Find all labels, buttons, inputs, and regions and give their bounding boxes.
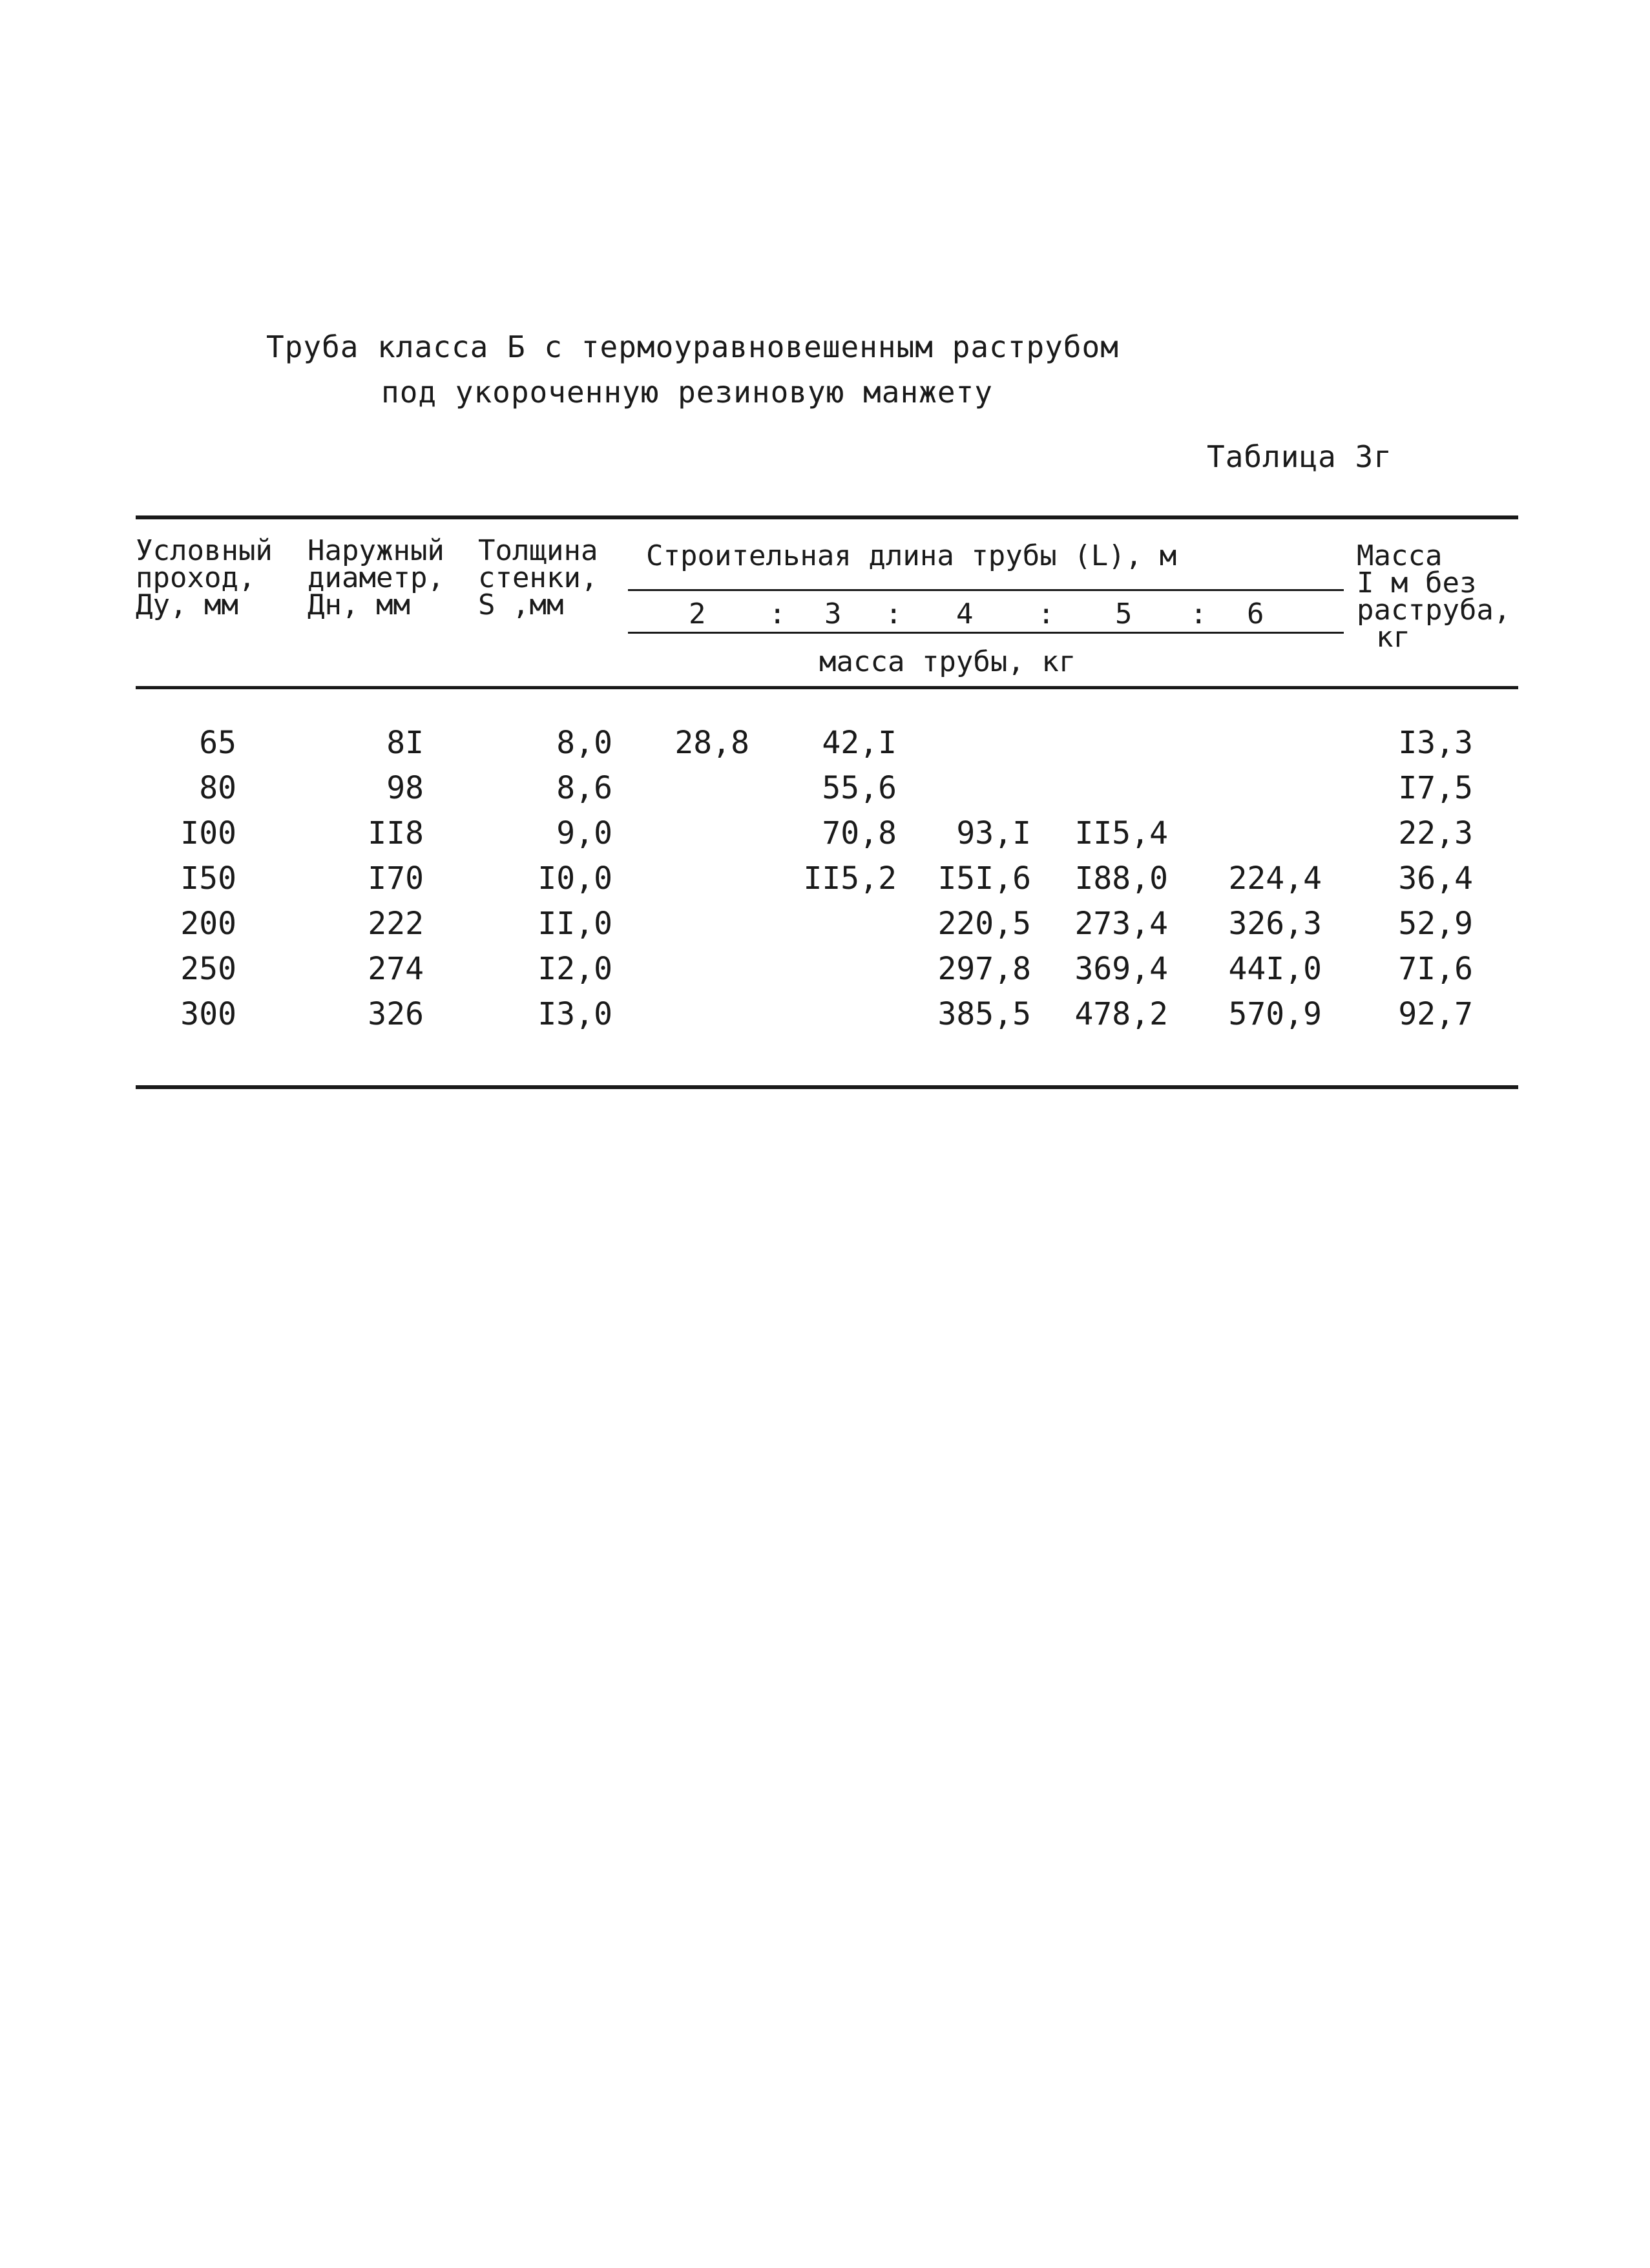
table-bottom-rule [136,1085,1518,1089]
header-pipe-mass: масса трубы, кг [819,645,1076,678]
table-cell: II5,2 [803,860,897,897]
table-cell: I0,0 [538,860,612,897]
table-cell: 9,0 [556,815,612,851]
header-wall-thickness [478,534,598,621]
table-label: Таблица 3г [1207,439,1392,474]
header-construction-length: Строительная длина трубы (L), м [646,539,1177,572]
table-cell: 70,8 [822,815,897,851]
header-nominal-bore-line-1: Условный [136,534,273,567]
title-line-1: Труба класса Б с термоуравновешенным раструбом [266,329,1119,364]
table-cell: I88,0 [1074,860,1168,897]
table-cell: 44I,0 [1228,951,1322,987]
table-cell: 65 [199,725,236,761]
table-cell: 8,6 [556,770,612,806]
table-cell: I50 [180,860,236,897]
table-cell: 369,4 [1074,951,1168,987]
table-cell: 300 [180,996,236,1032]
length-3: 3 [824,598,842,630]
length-separator-4: : [1190,598,1207,630]
header-wall-thickness-line-1: Толщина [478,534,598,567]
table-cell: I7,5 [1398,770,1473,806]
table-cell: II8 [368,815,424,851]
header-mass-per-metre-line-4: кг [1376,621,1410,654]
table-cell: I00 [180,815,236,851]
table-cell: 274 [368,951,424,987]
header-outer-diameter-line-2: диаметр, [308,561,444,594]
table-cell: 326 [368,996,424,1032]
length-separator-2: : [885,598,903,630]
table-cell: 222 [368,906,424,942]
table-cell: 36,4 [1398,860,1473,897]
table-cell: 28,8 [674,725,749,761]
header-nominal-bore [136,534,273,621]
table-top-rule [136,515,1518,519]
length-group-rule [628,589,1344,591]
table-cell: 52,9 [1398,906,1473,942]
table-cell: 326,3 [1228,906,1322,942]
table-cell: 98 [386,770,424,806]
length-separator-3: : [1038,598,1055,630]
table-cell: 22,3 [1398,815,1473,851]
header-nominal-bore-line-2: проход, [136,561,256,594]
header-outer-diameter-line-3: Дн, мм [308,588,410,621]
table-cell: 200 [180,906,236,942]
table-cell: 224,4 [1228,860,1322,897]
table-cell: 220,5 [937,906,1031,942]
length-4: 4 [956,598,974,630]
length-6: 6 [1247,598,1264,630]
title-line-2: под укороченную резиновую манжету [381,375,993,410]
table-cell: I70 [368,860,424,897]
table-cell: 385,5 [937,996,1031,1032]
length-separator-1: : [769,598,786,630]
table-cell: II,0 [538,906,612,942]
table-cell: 42,I [822,725,897,761]
header-outer-diameter-line-1: Наружный [308,534,444,567]
lengths-underline-rule [628,632,1344,634]
table-cell: 570,9 [1228,996,1322,1032]
header-bottom-rule [136,686,1518,689]
table-cell: 92,7 [1398,996,1473,1032]
table-cell: II5,4 [1074,815,1168,851]
length-2: 2 [689,598,706,630]
header-outer-diameter [308,534,444,621]
table-cell: I3,3 [1398,725,1473,761]
table-cell: I5I,6 [937,860,1031,897]
table-cell: 478,2 [1074,996,1168,1032]
table-cell: I2,0 [538,951,612,987]
header-wall-thickness-line-2: стенки, [478,561,598,594]
table-cell: 8,0 [556,725,612,761]
header-mass-per-metre [1357,539,1511,654]
header-wall-thickness-line-3: S ,мм [478,588,564,621]
table-cell: 55,6 [822,770,897,806]
table-cell: 93,I [956,815,1031,851]
header-mass-per-metre-line-1: Масса [1357,539,1443,572]
table-cell: 80 [199,770,236,806]
header-mass-per-metre-line-3: раструба, [1357,594,1511,627]
table-cell: 297,8 [937,951,1031,987]
header-mass-per-metre-line-2: I м без [1357,567,1477,599]
table-cell: I3,0 [538,996,612,1032]
length-5: 5 [1115,598,1133,630]
table-cell: 250 [180,951,236,987]
table-cell: 7I,6 [1398,951,1473,987]
table-cell: 8I [386,725,424,761]
header-nominal-bore-line-3: Ду, мм [136,588,238,621]
table-cell: 273,4 [1074,906,1168,942]
